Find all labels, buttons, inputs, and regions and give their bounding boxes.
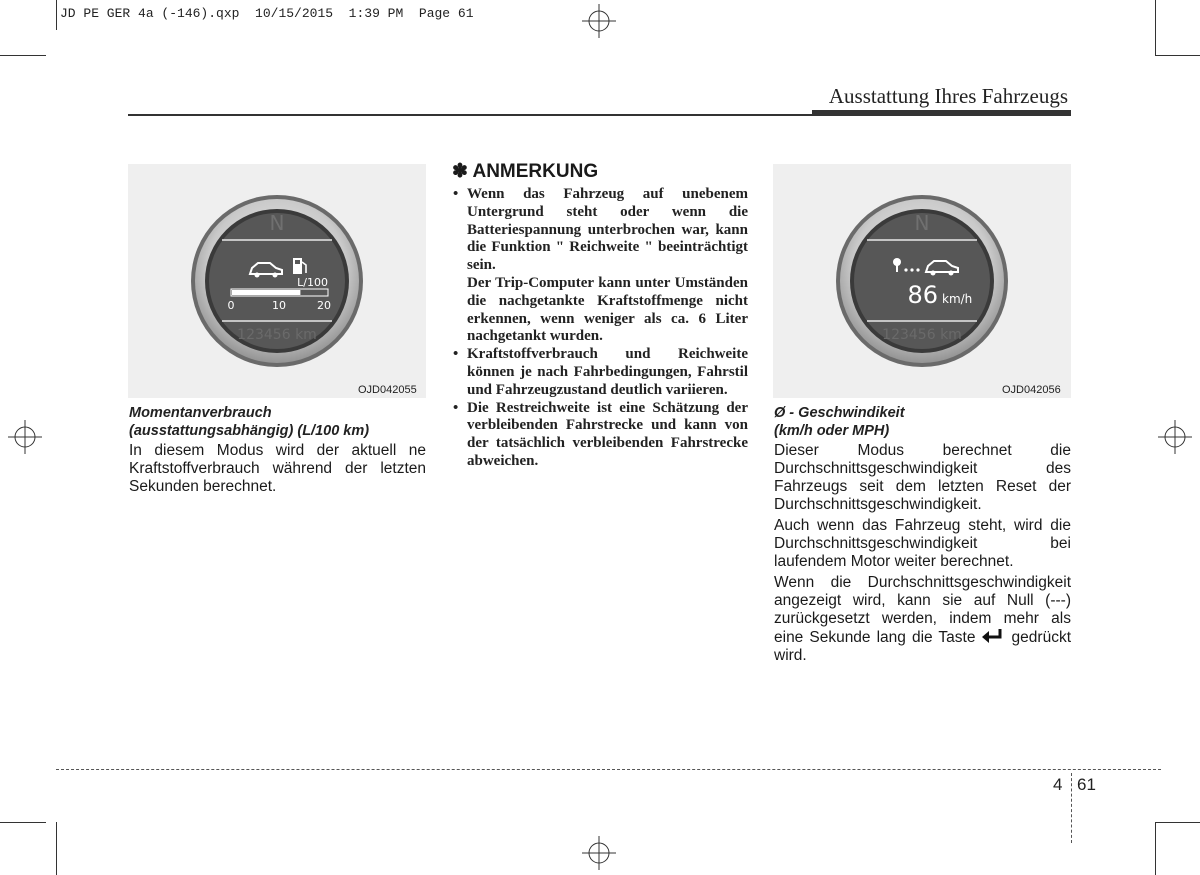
slug-time: 1:39 PM [348,6,404,21]
note-item [452,186,748,346]
section-title: Ausstattung Ihres Fahrzeugs [828,84,1068,108]
note-item [452,346,748,399]
caption-right-line2: (km/h oder MPH) [774,423,890,439]
body-right-paragraph3 [774,574,1071,665]
caption-right-line1: Ø - Geschwindikeit [774,405,905,421]
note-list [452,186,748,471]
caption-left-line2: (ausstattungsabhängig) (L/100 km) [129,423,370,439]
note-item [452,400,748,471]
body-right-paragraph2: Auch wenn das Fahrzeug steht, wird die Durchschnittsgeschwindigkeit bei laufendem Motor weiter berechnet. [774,517,1071,570]
footer-dashed-divider [1071,773,1072,843]
odometer-readout: 123456 km [882,327,962,343]
figure-code-left: OJD042055 [358,384,417,396]
crop-mark-top-left-v [56,0,57,30]
unit-label: L/100 [297,276,328,289]
body-right-paragraph1: Dieser Modus berechnet die Durchschnittsgeschwindigkeit des Fahrzeugs seit dem letzten Reset der Durchschnittsgeschwindigkeit. [774,442,1071,513]
print-slug [60,6,474,21]
figure-code-right: OJD042056 [1002,384,1061,396]
note-heading: ✽ ANMERKUNG [452,161,599,182]
caption-left [129,404,429,440]
crop-mark-bottom-left-v [56,822,57,875]
speed-unit: km/h [942,292,973,306]
figure-fuel-consumption [128,164,426,398]
slug-date: 10/15/2015 [255,6,334,21]
chapter-number: 4 [1053,775,1063,794]
scale-tick: 0 [227,299,235,312]
header-rule [128,114,812,116]
header-rule-thick [812,110,1071,116]
slug-file: JD PE GER 4a (-146).qxp [60,6,240,21]
note-item1-paragraph2: Der Trip-Computer kann unter Umständen die nachgetankte Kraftstoffmenge nicht erkennen, wenn weniger als ca. 6 Liter nachgetankt wurden. [467,274,748,345]
registration-mark-icon [582,4,616,38]
registration-mark-icon [1158,420,1192,454]
gear-indicator: N [269,211,285,235]
page-number: 61 [1077,775,1096,794]
scale-tick: 20 [317,299,331,312]
consumption-bar [232,290,300,295]
registration-mark-icon [582,836,616,870]
caption-left-line1: Momentanverbrauch [129,405,272,421]
odometer-readout: 123456 km [237,327,317,343]
figure-average-speed [773,164,1071,398]
body-left-paragraph: In diesem Modus wird der aktuell ne Kraftstoffverbrauch während der letzten Sekunden berechnet. [129,442,426,495]
enter-key-icon [981,628,1005,644]
body-right [774,442,1071,668]
speed-value: 86 [907,281,938,309]
caption-right [774,404,1074,440]
body-right-paragraph3-text: Wenn die Durchschnittsgeschwindigkeit angezeigt wird, kann sie auf Null (---) zurückgesetzt werden, indem mehr als eine Sekunde lang die Taste [774,574,1071,646]
body-right-paragraph3-end: gedrückt wird. [774,629,1071,664]
note-item2-text: • Kraftstoffverbrauch und Reichweite können je nach Fahrbedingungen, Fahrstil und Fahrzeugzustand deutlich variieren. [467,346,748,398]
slug-page: Page 61 [418,6,474,21]
crop-mark-bottom-right-h [1155,822,1200,823]
crop-mark-top-right-v [1155,0,1156,55]
note-item1-paragraph1: • Wenn das Fahrzeug auf unebenem Untergrund steht oder wenn die Batteriespannung unterbrochen war, kann die Funktion " Reichweite " beeinträchtigt sein. [467,186,748,274]
scale-tick: 10 [272,299,286,312]
note-item3-text: • Die Restreichweite ist eine Schätzung der verbleibenden Fahrstrecke und kann von der tatsächlich verbleibenden Fahrstrecke abweichen. [467,399,748,469]
gear-indicator: N [914,211,930,235]
registration-mark-icon [8,420,42,454]
crop-mark-top-right-h [1155,55,1200,56]
crop-mark-bottom-left-h [0,822,46,823]
crop-mark-top-left-h [0,55,46,56]
body-left [129,442,426,499]
footer-dashed-rule [56,769,1161,770]
crop-mark-bottom-right-v [1155,822,1156,875]
